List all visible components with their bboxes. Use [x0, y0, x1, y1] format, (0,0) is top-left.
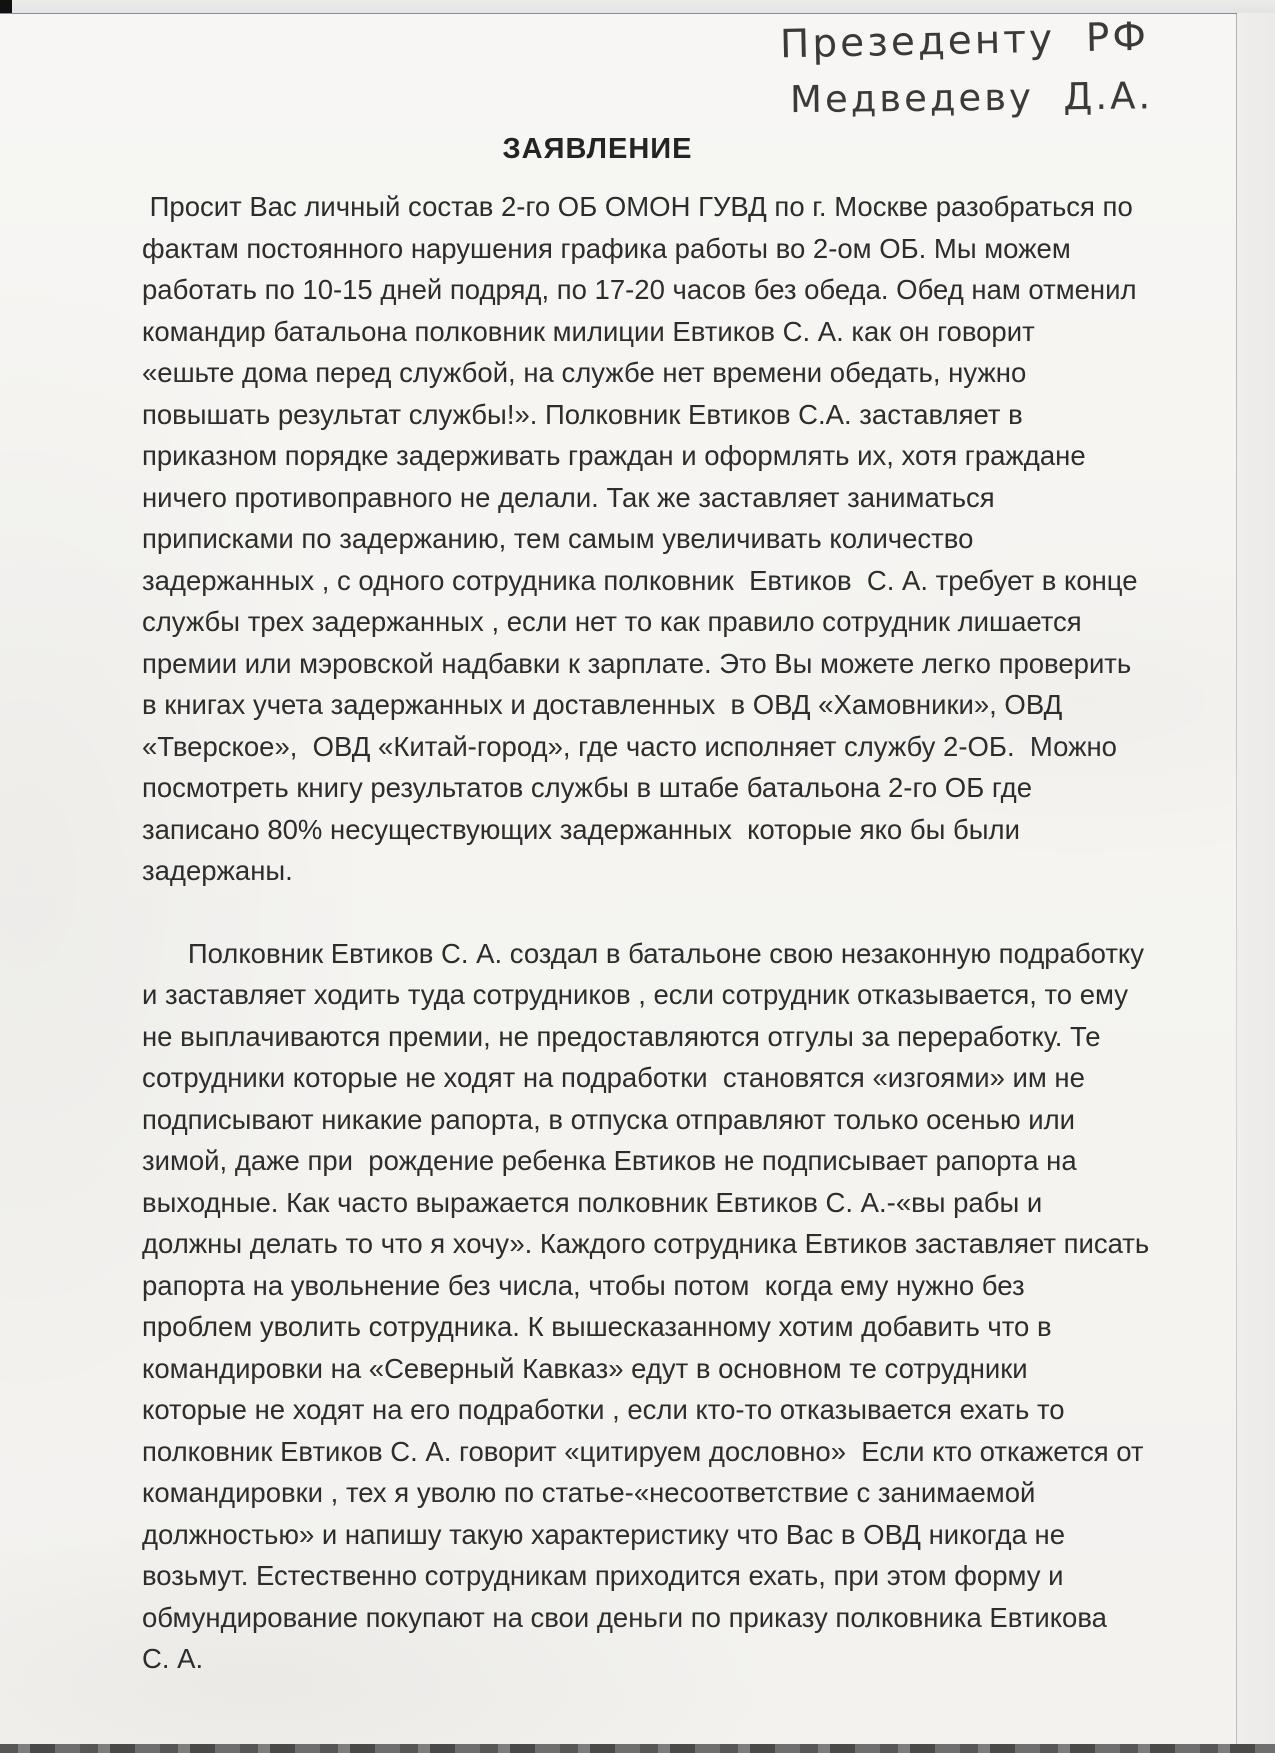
paper-right-margin: [1237, 13, 1275, 1744]
text-line: работать по 10-15 дней подряд, по 17-20 часов без обеда. Обед нам отменил: [142, 274, 1137, 305]
text-line: не выплачиваются премии, не предоставляются отгулы за переработку. Те: [142, 1020, 1101, 1052]
text-line: премии или мэровской надбавки к зарплате. Это Вы можете легко проверить: [142, 647, 1132, 679]
text-line: подписывают никакие рапорта, в отпуска отправляют только осенью или: [142, 1103, 1076, 1135]
text-line: возьмут. Естественно сотрудникам приходится ехать, при этом форму и: [142, 1560, 1064, 1591]
text-line: службы трех задержанных , если нет то как правило сотрудник лишается: [142, 606, 1082, 637]
text-line: приказном порядке задерживать граждан и оформлять их, хотя граждане: [142, 440, 1086, 471]
text-line: рапорта на увольнение без числа, чтобы потом когда ему нужно без: [142, 1269, 1025, 1301]
scan-edge-bottom-artifact: [0, 1744, 1275, 1753]
paper-right-edge-line: [1236, 13, 1237, 1744]
text-line: и заставляет ходить туда сотрудников , если сотрудник отказывается, то ему: [142, 979, 1128, 1010]
text-line: задержаны.: [142, 855, 293, 886]
text-line: проблем уволить сотрудника. К вышесказанному хотим добавить что в: [142, 1311, 1052, 1342]
document-body: [142, 186, 1150, 1680]
text-line: С. А.: [142, 1643, 204, 1674]
text-line: Полковник Евтиков С. А. создал в батальоне свою незаконную подработку: [142, 937, 1145, 969]
text-line: командир батальона полковник милиции Евтиков С. А. как он говорит: [142, 315, 1035, 347]
scan-edge-top-artifact: [0, 0, 1275, 14]
text-line: сотрудники которые не ходят на подработки становятся «изгоями» им не: [142, 1062, 1085, 1093]
text-line: должностью» и напишу такую характеристику что Вас в ОВД никогда не: [142, 1518, 1066, 1550]
text-line: которые не ходят на его подработки , если кто-то отказывается ехать то: [142, 1394, 1065, 1425]
handwritten-addressee-line-1: Презеденту РФ: [779, 14, 1150, 68]
text-line: ничего противоправного не делали. Так же заставляет заниматься: [142, 481, 995, 513]
text-line: полковник Евтиков С. А. говорит «цитируем дословно» Если кто откажется от: [142, 1435, 1144, 1467]
text-line: задержанных , с одного сотрудника полковник Евтиков С. А. требует в конце: [142, 564, 1138, 596]
text-line: Просит Вас личный состав 2-го ОБ ОМОН ГУВД по г. Москве разобраться по: [142, 191, 1133, 222]
text-line: фактам постоянного нарушения графика работы во 2-ом ОБ. Мы можем: [142, 232, 1071, 264]
text-line: выходные. Как часто выражается полковник Евтиков С. А.-«вы рабы и: [142, 1186, 1043, 1218]
text-line: командировки , тех я уволю по статье-«несоответствие с занимаемой: [142, 1477, 1036, 1508]
text-line: записано 80% несуществующих задержанных которые яко бы были: [142, 813, 1020, 845]
text-line: приписками по задержанию, тем самым увеличивать количество: [142, 523, 974, 554]
text-line: посмотреть книгу результатов службы в штабе батальона 2-го ОБ где: [142, 772, 1033, 803]
scan-corner-artifact: [0, 0, 12, 13]
text-line: «ешьте дома перед службой, на службе нет времени обедать, нужно: [142, 357, 1027, 388]
handwritten-addressee-line-2: Медведеву Д.А.: [789, 74, 1154, 122]
text-line: командировки на «Северный Кавказ» едут в основном те сотрудники: [142, 1352, 1028, 1384]
document-title: ЗАЯВЛЕНИЕ: [502, 133, 693, 165]
text-line: обмундирование покупают на свои деньги по приказу полковника Евтикова: [142, 1601, 1107, 1633]
text-line: должны делать то что я хочу». Каждого сотрудника Евтиков заставляет писать: [142, 1228, 1150, 1259]
body-paragraph-1: [142, 186, 1147, 892]
text-line: в книгах учета задержанных и доставленных в ОВД «Хамовники», ОВД: [142, 689, 1063, 720]
text-line: повышать результат службы!». Полковник Евтиков С.А. заставляет в: [142, 398, 1023, 430]
text-line: «Тверское», ОВД «Китай-город», где часто исполняет службу 2-ОБ. Можно: [142, 730, 1117, 762]
handwritten-addressee: [779, 14, 1200, 122]
text-line: зимой, даже при рождение ребенка Евтиков не подписывает рапорта на: [142, 1145, 1077, 1176]
body-paragraph-2: [142, 933, 1150, 1680]
